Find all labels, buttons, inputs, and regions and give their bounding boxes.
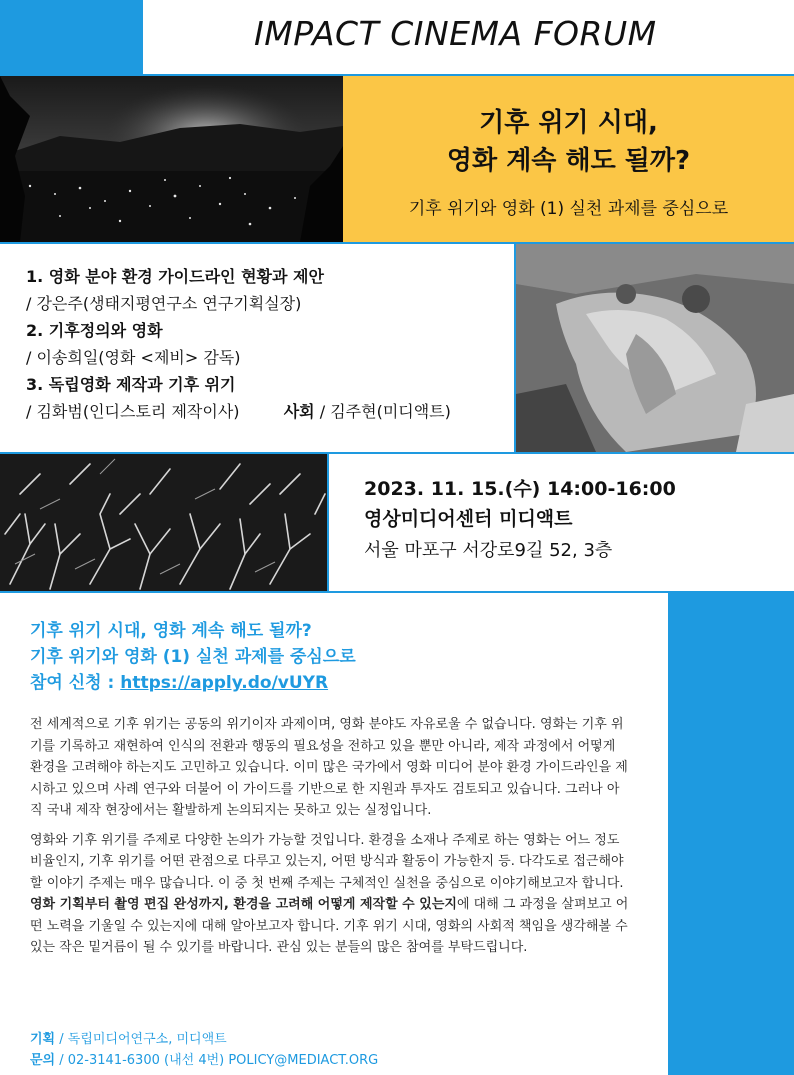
moderator-name: / 김주현(미디액트) <box>314 402 451 421</box>
cta-line1: 기후 위기 시대, 영화 계속 해도 될까? <box>30 621 312 641</box>
contact-label: 문의 <box>30 1053 56 1068</box>
headline-subtitle: 기후 위기와 영화 (1) 실천 과제를 중심으로 <box>408 199 729 219</box>
cta-apply <box>30 670 328 696</box>
program-item-1-speaker: / 강은주(생태지평연구소 연구기획실장) <box>26 294 302 313</box>
cta-line2: 기후 위기와 영화 (1) 실천 과제를 중심으로 <box>30 647 356 667</box>
brand-title: IMPACT CINEMA FORUM <box>254 14 657 53</box>
contact-value[interactable]: / 02-3141-6300 (내선 4번) POLICY@MEDIACT.ORG <box>55 1053 379 1068</box>
event-address: 서울 마포구 서강로9길 52, 3층 <box>364 540 613 561</box>
moderator-label: 사회 <box>283 402 315 421</box>
apply-link[interactable]: https://apply.do/vUYR <box>120 673 329 693</box>
photo-frame <box>327 454 329 592</box>
organizer-label: 기획 <box>30 1032 56 1047</box>
erosion-landscape-photo <box>516 244 794 452</box>
night-city-photo <box>0 76 343 242</box>
program-item-3-title: 3. 독립영화 제작과 기후 위기 <box>26 375 236 394</box>
description-paragraph-1: 전 세계적으로 기후 위기는 공동의 위기이자 과제이며, 영화 분야도 자유로울 수 없습니다. 영화는 기후 위기를 기록하고 재현하여 인식의 전환과 행동의 필요성을 전하고 있을 뿐만 아니라, 제작 과정에서 어떻게 환경을 고려해야 하는지도 고민하고 있습니다. 이미 많은 국가에서 영화 미디어 분야 환경 가이드라인을 제시하고 있으며 사례 연구와 더불어 이 가이드를 기반으로 한 지원과 투자도 검토되고 있습니다. 그러나 아직 국내 제작 현장에서는 활발하게 논의되지는 못하고 있는 실정입니다. <box>30 717 628 818</box>
footer-organizer <box>30 1029 227 1050</box>
program-item-1-title: 1. 영화 분야 환경 가이드라인 현황과 제안 <box>26 267 324 286</box>
blue-block-top-left <box>0 0 143 74</box>
blue-block-right <box>668 592 794 1075</box>
program-list <box>26 263 451 425</box>
program-item-2-title: 2. 기후정의와 영화 <box>26 321 163 340</box>
footer-contact <box>30 1050 378 1071</box>
apply-label: 참여 신청 : <box>30 673 121 693</box>
event-venue: 영상미디어센터 미디액트 <box>364 508 573 530</box>
program-item-3-speaker: / 김화범(인디스토리 제작이사) <box>26 402 240 421</box>
program-item-2-speaker: / 이송희일(영화 <제비> 감독) <box>26 348 241 367</box>
event-datetime: 2023. 11. 15.(수) 14:00-16:00 <box>364 478 676 500</box>
bleached-coral-photo <box>0 454 327 592</box>
headline-line1: 기후 위기 시대, <box>479 108 658 138</box>
headline-line2: 영화 계속 해도 될까? <box>446 146 691 176</box>
organizer-value: / 독립미디어연구소, 미디액트 <box>55 1032 227 1047</box>
description <box>30 714 630 967</box>
description-emphasis: 영화 기획부터 촬영 편집 완성까지, 환경을 고려해 어떻게 제작할 수 있는지 <box>30 897 457 912</box>
program-item-3-row <box>26 398 451 425</box>
description-paragraph-2: 영화와 기후 위기를 주제로 다양한 논의가 가능할 것입니다. 환경을 소재나 주제로 하는 영화는 어느 정도 비율인지, 기후 위기를 어떤 관점으로 다루고 있는지, 어떤 방식과 활동이 가능한지 등. 다각도로 접근해야 할 이야기 주제는 매우 많습니다. 이 중 첫 번째 주제는 구체적인 실천을 중심으로 이야기해보고자 합니다. 영화 기획부터 촬영 편집 완성까지, 환경을 고려해 어떻게 제작할 수 있는지에 대해 그 과정을 살펴보고 어떤 노력을 기울일 수 있는지에 대해 알아보고자 합니다. 기후 위기 시대, 영화의 사회적 책임을 생각해볼 수 있는 작은 밑거름이 될 수 있기를 바랍니다. 관심 있는 분들의 많은 참여를 부탁드립니다. <box>30 832 629 955</box>
